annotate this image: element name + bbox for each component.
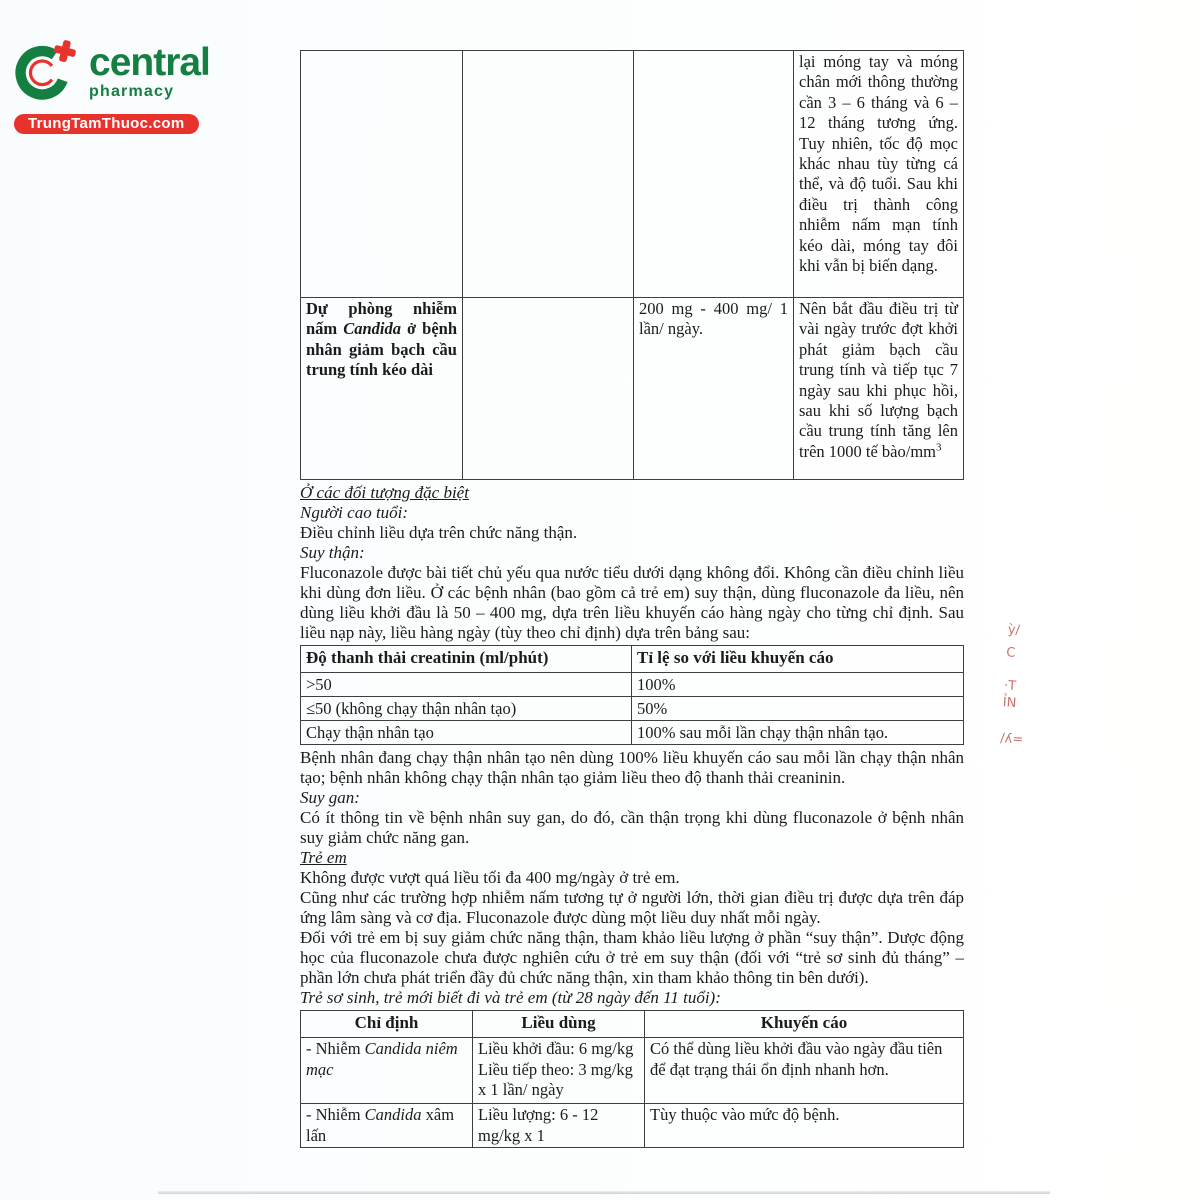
- column-header-indication: Chỉ định: [301, 1011, 473, 1038]
- table-cell-ratio: 50%: [632, 697, 964, 721]
- website-badge: TrungTamThuoc.com: [14, 114, 199, 134]
- table-cell-clearance: >50: [301, 673, 632, 697]
- table-cell-indication: Dự phòng nhiễm nấm Candida ở bệnh nhân giảm bạch cầu trung tính kéo dài: [301, 298, 463, 480]
- table-cell-empty: [634, 51, 794, 298]
- table-cell-indication: - Nhiễm Candida niêm mạc: [301, 1038, 473, 1104]
- elderly-text: Điều chỉnh liều dựa trên chức năng thận.: [300, 523, 578, 542]
- table-cell-ratio: 100% sau mỗi lần chạy thận nhân tạo.: [632, 721, 964, 745]
- dialysis-paragraph: Bệnh nhân đang chạy thận nhân tạo nên dùng 100% liều khuyến cáo sau mỗi lần chạy thận nhân tạo; bệnh nhân không chạy thận nhân tạo giảm liều theo độ thanh thải creaninin.: [300, 748, 964, 787]
- central-pharmacy-logo: [14, 34, 254, 134]
- brand-name: central: [89, 41, 210, 84]
- table-cell-clearance: ≤50 (không chạy thận nhân tạo): [301, 697, 632, 721]
- table-row: [301, 298, 964, 480]
- renal-dose-table: [300, 645, 964, 745]
- infants-heading: Trẻ sơ sinh, trẻ mới biết đi và trẻ em (từ 28 ngày đến 11 tuổi):: [300, 988, 721, 1007]
- table-cell-advice: Tùy thuộc vào mức độ bệnh.: [645, 1104, 964, 1148]
- table-cell-dose: Liều lượng: 6 - 12 mg/kg x 1: [473, 1104, 645, 1148]
- superscript: 3: [936, 441, 942, 454]
- hepatic-paragraph: Có ít thông tin về bệnh nhân suy gan, do đó, cần thận trọng khi dùng fluconazole ở bệnh nhân suy giảm chức năng gan.: [300, 808, 964, 847]
- table-cell-empty: [301, 51, 463, 298]
- section-heading: Ở các đối tượng đặc biệt: [300, 483, 469, 502]
- table-header-row: [301, 1011, 964, 1038]
- table-cell-ratio: 100%: [632, 673, 964, 697]
- hepatic-heading: Suy gan:: [300, 788, 360, 807]
- table-row: [301, 1104, 964, 1148]
- renal-heading: Suy thận:: [300, 543, 365, 562]
- hepatic-children-section: [300, 748, 964, 1008]
- handwritten-red-annotation: ỳ/ C ·T ỈN /ʎ=: [999, 622, 1024, 748]
- children-max-dose: Không được vượt quá liều tối đa 400 mg/ngày ở trẻ em.: [300, 868, 680, 887]
- table-cell-note: lại móng tay và móng chân mới thông thường cần 3 – 6 tháng và 6 – 12 tháng tương ứng. Tuy nhiên, tốc độ mọc khác nhau tùy từng cá thể, và độ tuổi. Sau khi điều trị thành công nhiễm nấm mạn tính kéo dài, móng tay đôi khi vẫn bị biến dạng.: [794, 51, 964, 298]
- table-cell-note: Nên bắt đầu điều trị từ vài ngày trước đợt khởi phát giảm bạch cầu trung tính và tiếp tục 7 ngày sau khi phục hồi, sau khi số lượng bạch cầu trung tính tăng lên trên 1000 tế bào/$mm^3$: [794, 298, 964, 480]
- table-row: [301, 51, 964, 298]
- table-cell-indication: - Nhiễm Candida xâm lấn: [301, 1104, 473, 1148]
- page-edge-shadow: [158, 1191, 1050, 1194]
- elderly-heading: Người cao tuổi:: [300, 503, 409, 522]
- pediatric-dose-table: [300, 1010, 964, 1148]
- column-header-dose: Liều dùng: [473, 1011, 645, 1038]
- table-row: [301, 1038, 964, 1104]
- table-cell-dose: 200 mg - 400 mg/ 1 lần/ ngày.: [634, 298, 794, 480]
- table-cell-empty: [463, 51, 634, 298]
- table-row: [301, 697, 964, 721]
- children-paragraph-renal: Đối với trẻ em bị suy giảm chức năng thận, tham khảo liều lượng ở phần “suy thận”. Dược động học của fluconazole chưa được nghiên cứu ở trẻ em suy thận (đối với “trẻ sơ sinh đủ tháng” – phần lớn chưa phát triển đầy đủ chức năng thận, xin tham khảo thông tin bên dưới).: [300, 928, 964, 987]
- children-paragraph-duration: Cũng như các trường hợp nhiễm nấm tương tự ở người lớn, thời gian điều trị được dựa trên đáp ứng lâm sàng và cơ địa. Fluconazole được dùng một liều duy nhất mỗi ngày.: [300, 888, 964, 927]
- table-cell-clearance: Chạy thận nhân tạo: [301, 721, 632, 745]
- central-pharmacy-logo-icon: [14, 34, 80, 104]
- column-header-clearance: Độ thanh thải creatinin (ml/phút): [301, 646, 632, 673]
- table-cell-empty: [463, 298, 634, 480]
- table-cell-dose: Liều khởi đầu: 6 mg/kg Liều tiếp theo: 3 mg/kg x 1 lần/ ngày: [473, 1038, 645, 1104]
- brand-tagline: pharmacy: [89, 83, 175, 101]
- children-heading: Trẻ em: [300, 848, 347, 867]
- special-populations-section: [300, 483, 964, 643]
- plus-icon: [52, 38, 78, 64]
- table-row: [301, 721, 964, 745]
- dose-table: [300, 50, 964, 480]
- table-header-row: [301, 646, 964, 673]
- table-cell-advice: Có thể dùng liều khởi đầu vào ngày đầu tiên để đạt trạng thái ổn định nhanh hơn.: [645, 1038, 964, 1104]
- table-row: [301, 673, 964, 697]
- column-header-ratio: Tỉ lệ so với liều khuyến cáo: [632, 646, 964, 673]
- leaflet-content: [300, 50, 964, 1148]
- column-header-advice: Khuyến cáo: [645, 1011, 964, 1038]
- renal-paragraph: Fluconazole được bài tiết chủ yếu qua nước tiểu dưới dạng không đổi. Không cần điều chỉnh liều khi dùng đơn liều. Ở các bệnh nhân (bao gồm cả trẻ em) suy thận, dùng fluconazole đa liều, nên dùng liều khởi đầu là 50 – 400 mg, dựa trên liều khuyến cáo hàng ngày cho từng chỉ định. Sau liều nạp này, liều hàng ngày (tùy theo chỉ định) dựa trên bảng sau:: [300, 563, 964, 642]
